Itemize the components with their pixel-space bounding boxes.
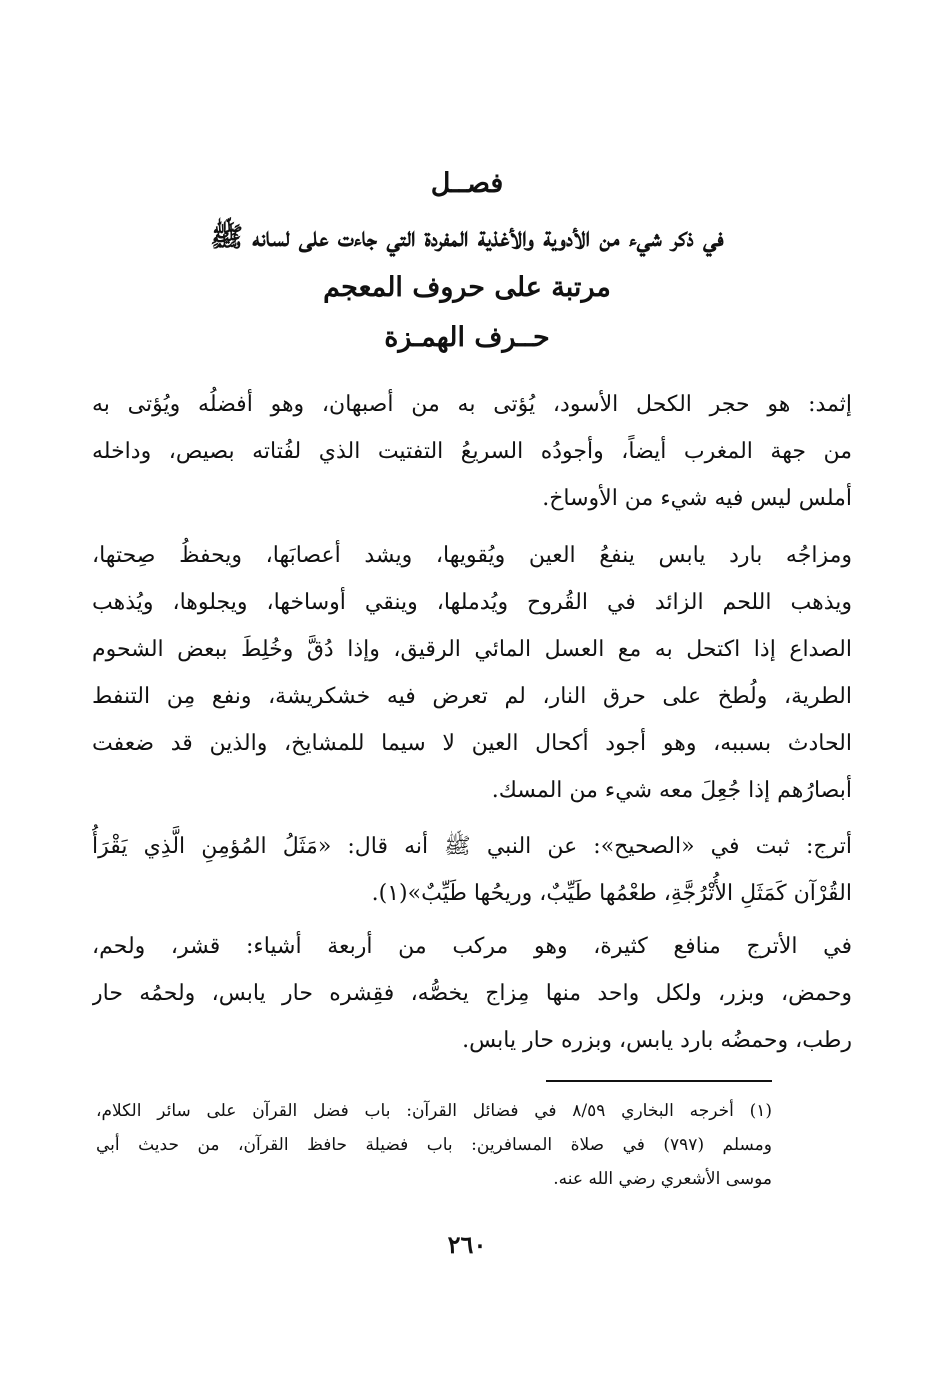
text-line: في الأترج منافع كثيرة، وهو مركب من أربعة أشياء: قشر، ولحم، — [92, 934, 852, 959]
paragraph-ithmid — [92, 381, 852, 522]
text-line: الصداع إذا اكتحل به مع العسل المائي الرقيق، وإذا دُقَّ وخُلِطَ ببعض الشحوم — [92, 637, 852, 662]
section-heading: فصــل — [430, 168, 504, 199]
text-line: من جهة المغرب أيضاً، وأجودُه السريعُ التفتيت الذي لفُتاته بصيص، وداخله — [92, 439, 852, 464]
text-line: الحادث بسببه، وهو أجود أكحال العين لا سيما للمشايخ، والذين قد ضعفت — [92, 731, 852, 756]
text-line: ويذهب اللحم الزائد في القُروح ويُدملها، وينقي أوساخها، ويجلوها، ويُذهب — [92, 590, 852, 615]
footnote-line: موسى الأشعري رضي الله عنه. — [553, 1169, 772, 1189]
text-line: الطرية، ولُطخ على حرق النار، لم تعرض فيه خشكريشة، ونفع مِن التنفط — [92, 684, 852, 709]
text-line: القُرْآن كَمَثَلِ الأُتْرُجَّةِ، طعْمُها طَيِّبٌ، وريحُها طَيِّبٌ»(١). — [371, 881, 852, 906]
paragraph-utrujj-benefits — [92, 923, 852, 1064]
text-line: أبصارُهم إذا جُعِلَ معه شيء من المسك. — [491, 778, 852, 803]
page-number: ٢٦٠ — [447, 1230, 487, 1259]
letter-heading: حــرف الهمـزة — [384, 322, 550, 353]
paragraph-utrujj — [92, 823, 852, 917]
text-line: أملس ليس فيه شيء من الأوساخ. — [542, 486, 852, 511]
paragraph-ithmid-properties — [92, 532, 852, 814]
text-line: أترج: ثبت في «الصحيح»: عن النبي ﷺ أنه قال: «مَثَلُ المُؤمِنِ الَّذِي يَقْرَأُ — [92, 834, 852, 859]
footnote-line: (١) أخرجه البخاري ٨/٥٩ في فضائل القرآن: باب فضل القرآن على سائر الكلام، — [96, 1101, 772, 1121]
chapter-title: في ذكر شيء من الأدوية والأغذية المفردة التي جاءت على لسانه ﷺ — [210, 222, 724, 253]
footnote-divider — [546, 1080, 772, 1082]
chapter-subtitle: مرتبة على حروف المعجم — [323, 272, 611, 303]
text-line: إثمد: هو حجر الكحل الأسود، يُؤتى به من أصبهان، وهو أفضلُه ويُؤتى به — [92, 392, 852, 417]
footnote-line: ومسلم (٧٩٧) في صلاة المسافرين: باب فضيلة حافظ القرآن، من حديث أبي — [96, 1135, 772, 1155]
text-line: وحمض، وبزر، ولكل واحد منها مِزاج يخصُّه، فقِشره حار يابس، ولحمُه حار — [92, 981, 852, 1006]
footnote — [96, 1094, 772, 1196]
text-line: رطب، وحمضُه بارد يابس، وبزره حار يابس. — [462, 1028, 852, 1053]
text-line: ومزاجُه بارد يابس ينفعُ العين ويُقويها، ويشد أعصابَها، ويحفظُ صِحتها، — [92, 543, 852, 568]
